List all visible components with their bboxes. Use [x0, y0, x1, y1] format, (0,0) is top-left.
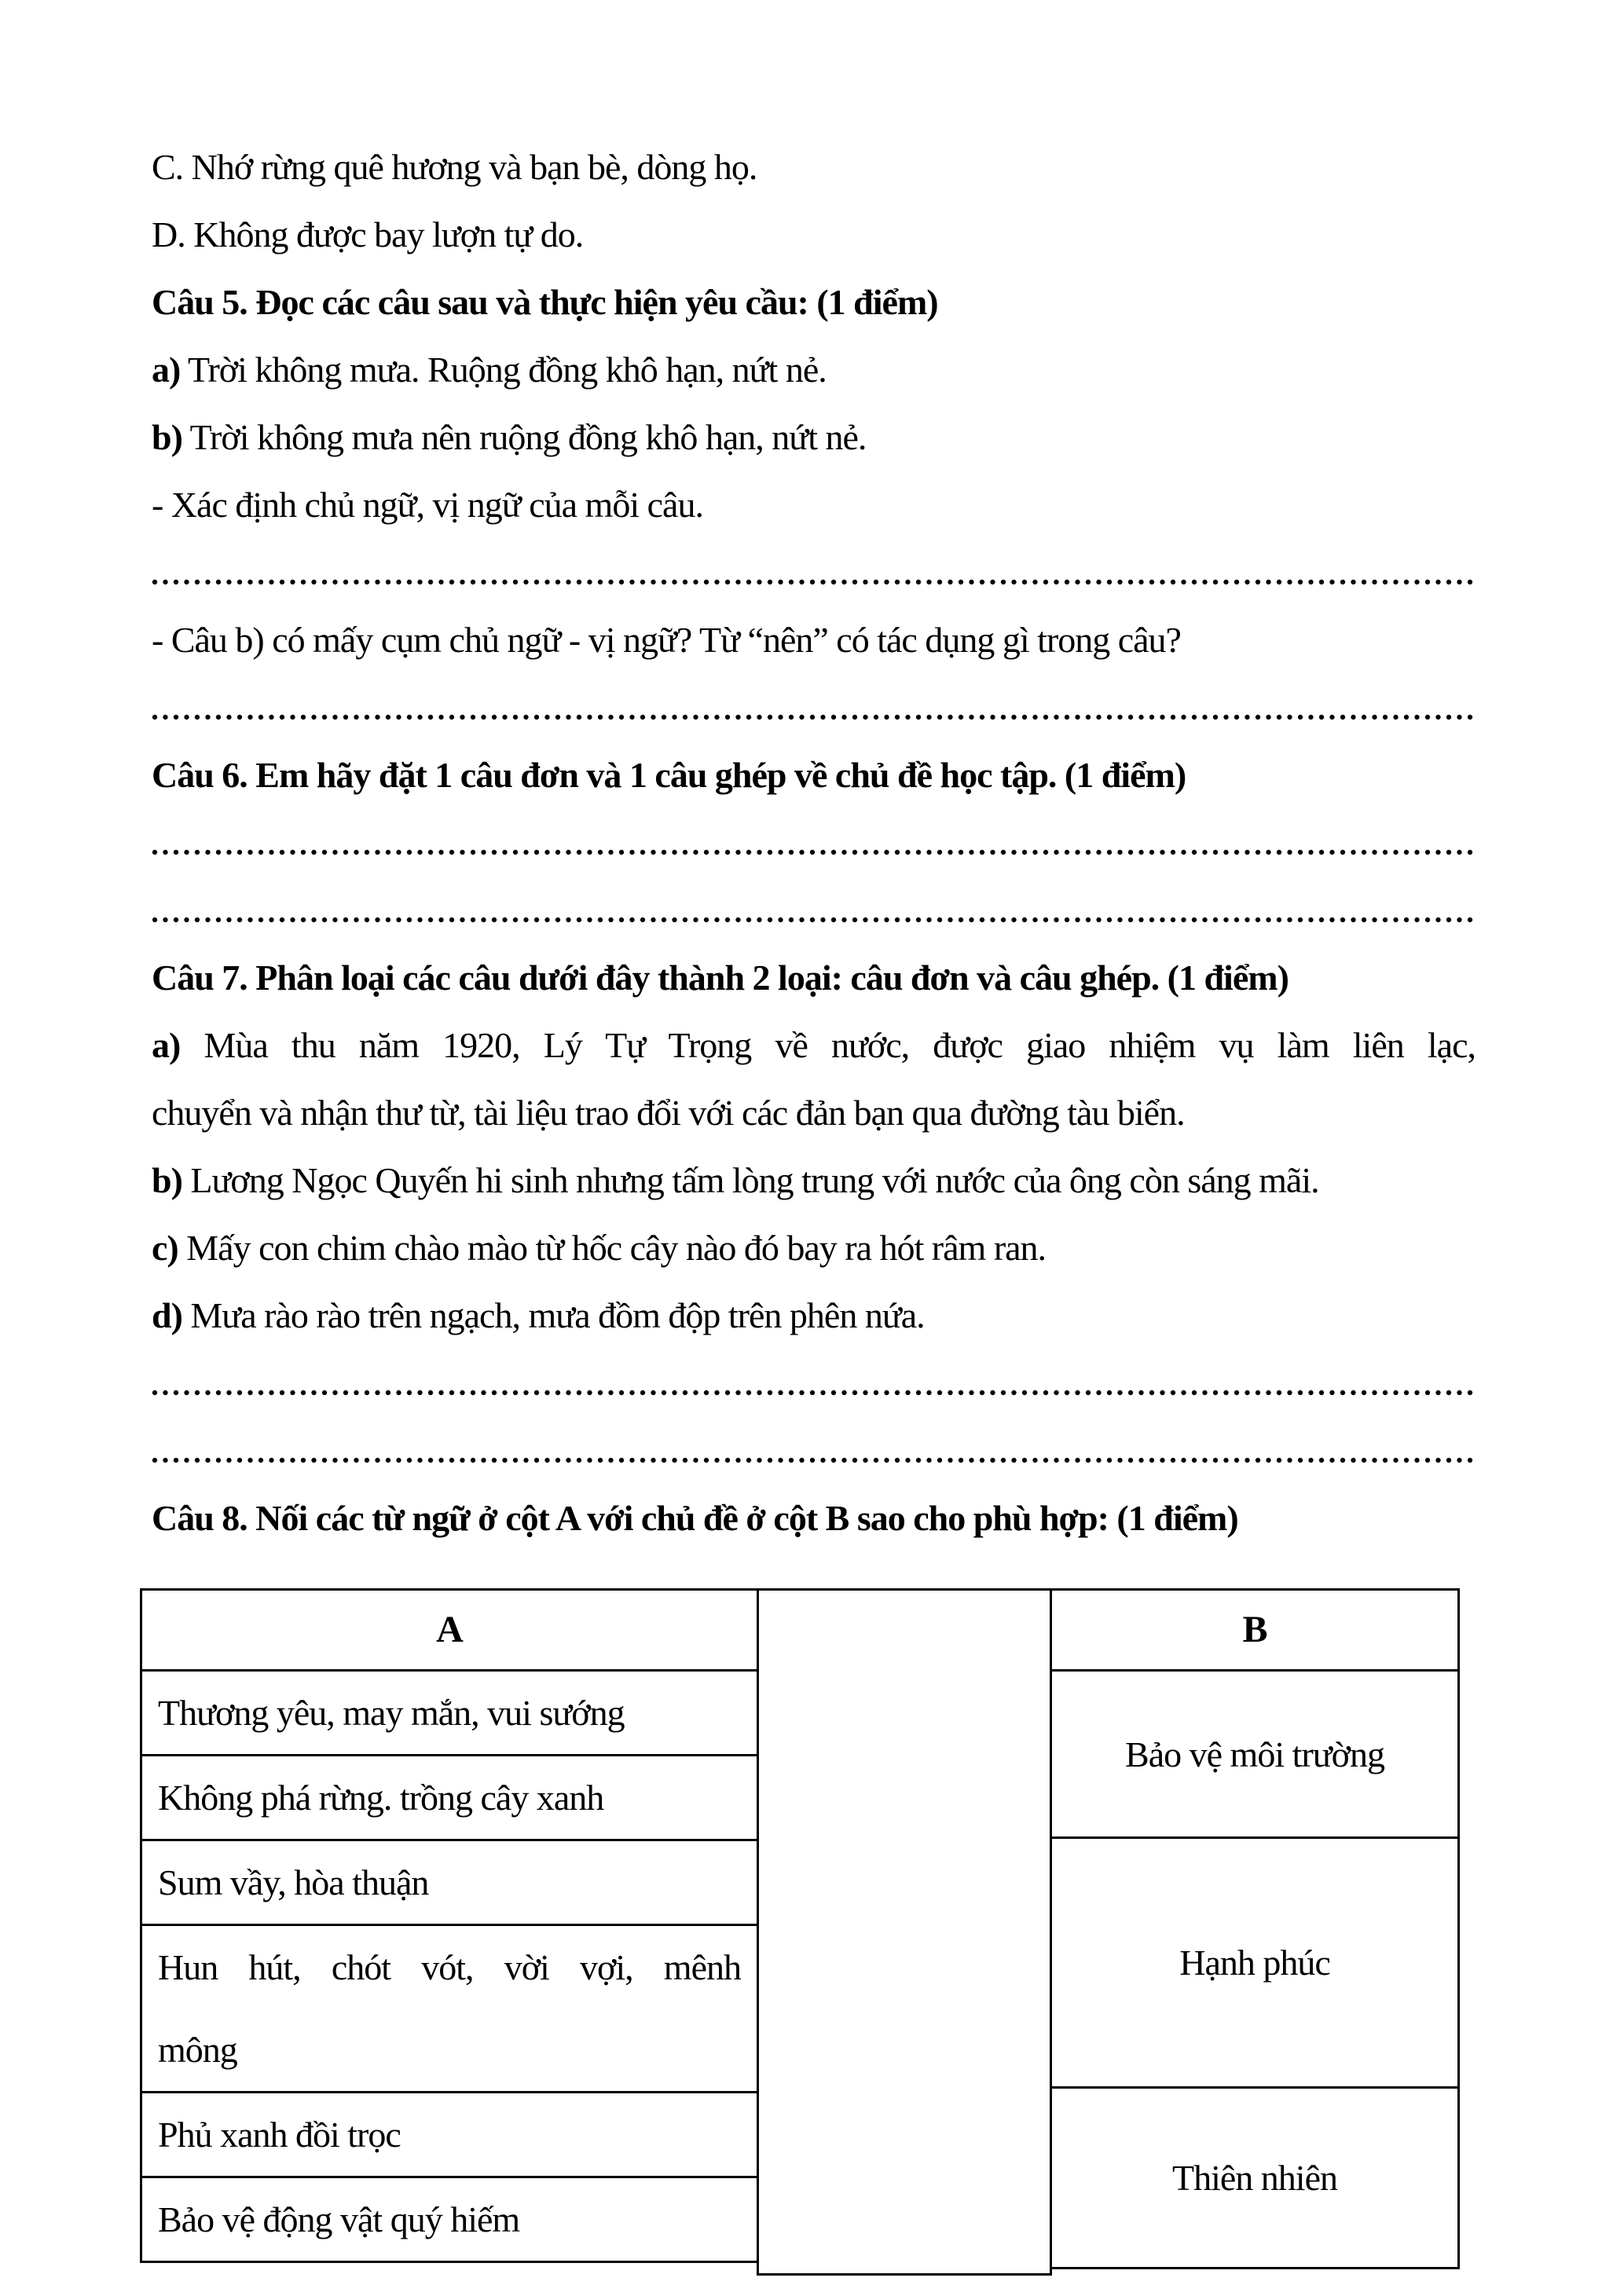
question-7-heading: Câu 7. Phân loại các câu dưới đây thành 2 loại: câu đơn và câu ghép. (1 điểm): [152, 958, 1289, 998]
table-cell-b3: Thiên nhiên: [1052, 2086, 1457, 2267]
question-7-item-b: [152, 1147, 1476, 1214]
answer-dotted-line: [152, 539, 1476, 606]
table-connector-spacer: [757, 1588, 1052, 2276]
item-marker: c): [152, 1228, 178, 1268]
answer-dotted-line: [152, 1349, 1476, 1417]
question-7-item-a: [152, 1012, 1476, 1147]
answer-dotted-line: [152, 674, 1476, 742]
table-cell-a6: Bảo vệ động vật quý hiếm: [142, 2176, 757, 2261]
item-marker: b): [152, 1160, 182, 1200]
item-text: Mưa rào rào trên ngạch, mưa đồm độp trên phên nứa.: [181, 1295, 925, 1335]
table-cell-a5: Phủ xanh đồi trọc: [142, 2091, 757, 2176]
question-5-heading: Câu 5. Đọc các câu sau và thực hiện yêu cầu: (1 điểm): [152, 282, 938, 322]
item-text: Trời không mưa. Ruộng đồng khô hạn, nứt nẻ.: [180, 350, 827, 390]
answer-dotted-line: [152, 809, 1476, 877]
table-cell-a2: Không phá rừng. trồng cây xanh: [142, 1754, 757, 1839]
option-c-line: C. Nhớ rừng quê hương và bạn bè, dòng họ.: [152, 147, 757, 187]
item-marker: a): [152, 1025, 181, 1065]
question-8-heading: Câu 8. Nối các từ ngữ ở cột A với chủ đề ở cột B sao cho phù hợp: (1 điểm): [152, 1498, 1238, 1538]
question-6-heading: Câu 6. Em hãy đặt 1 câu đơn và 1 câu ghép về chủ đề học tập. (1 điểm): [152, 755, 1186, 795]
column-a-header: A: [436, 1609, 463, 1650]
question-7-item-c: [152, 1214, 1476, 1282]
item-marker: a): [152, 350, 181, 390]
table-column-b: [1050, 1588, 1460, 2269]
item-text: Lương Ngọc Quyến hi sinh nhưng tấm lòng trung với nước của ông còn sáng mãi.: [181, 1160, 1319, 1200]
item-line-2: chuyển và nhận thư từ, tài liệu trao đổi với các đản bạn qua đường tàu biển.: [152, 1093, 1185, 1133]
column-b-header: B: [1242, 1609, 1267, 1650]
item-text: Trời không mưa nên ruộng đồng khô hạn, nứt nẻ.: [181, 417, 867, 457]
question-7-item-d: [152, 1282, 1476, 1349]
question-5-task-2: - Câu b) có mấy cụm chủ ngữ - vị ngữ? Từ “nên” có tác dụng gì trong câu?: [152, 620, 1181, 660]
matching-table: [140, 1588, 1460, 2276]
exam-text-block: [152, 134, 1476, 1552]
item-line-1: [152, 1012, 1476, 1079]
question-5-item-a: [152, 336, 1476, 404]
table-cell-a1: Thương yêu, may mắn, vui sướng: [142, 1669, 757, 1754]
option-d-line: D. Không được bay lượn tự do.: [152, 214, 584, 255]
cell-line-1: Hun hút, chót vót, vời vợi, mênh: [158, 1947, 741, 1987]
cell-line-2: mông: [158, 2030, 237, 2070]
question-5-item-b: [152, 404, 1476, 471]
answer-dotted-line: [152, 1417, 1476, 1485]
table-cell-a3: Sum vầy, hòa thuận: [142, 1839, 757, 1924]
table-column-a: [140, 1588, 759, 2263]
table-cell-b2: Hạnh phúc: [1052, 1836, 1457, 2086]
item-marker: d): [152, 1295, 182, 1335]
table-cell-b1: Bảo vệ môi trường: [1052, 1669, 1457, 1836]
item-marker: b): [152, 417, 182, 457]
item-text: Mấy con chim chào mào từ hốc cây nào đó bay ra hót râm ran.: [178, 1228, 1047, 1268]
item-text: Mùa thu năm 1920, Lý Tự Trọng về nước, được giao nhiệm vụ làm liên lạc,: [180, 1025, 1476, 1065]
answer-dotted-line: [152, 877, 1476, 944]
table-cell-a4: [142, 1924, 757, 2091]
question-5-task-1: - Xác định chủ ngữ, vị ngữ của mỗi câu.: [152, 485, 703, 525]
